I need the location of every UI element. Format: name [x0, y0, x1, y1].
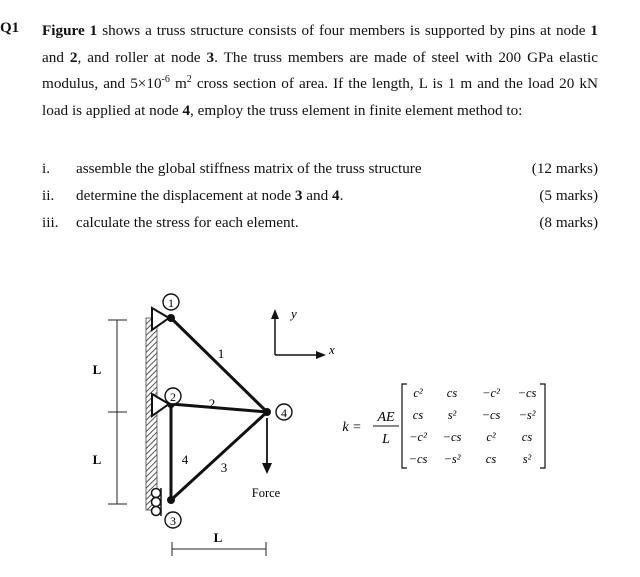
- matrix-cell: cs: [485, 452, 497, 466]
- joint-3: [167, 496, 175, 504]
- force-label: Force: [251, 486, 281, 500]
- text-part: and: [302, 187, 332, 204]
- matrix-cell: −s²: [518, 408, 536, 422]
- task-number: i.: [42, 160, 51, 177]
- task-text: calculate the stress for each element.: [76, 214, 299, 231]
- node-ref: 4: [332, 187, 340, 204]
- matrix-denominator: L: [382, 432, 390, 447]
- matrix-cell: cs: [412, 408, 424, 422]
- matrix-cell: c²: [486, 430, 496, 444]
- matrix-lhs: k =: [342, 420, 362, 435]
- member-label-2: 2: [208, 396, 216, 411]
- node-ref: 2: [69, 48, 78, 66]
- dim-label-top: L: [92, 362, 102, 377]
- force-arrow-icon: [262, 418, 272, 474]
- joint-1: [167, 314, 175, 322]
- task-marks: (8 marks): [539, 214, 598, 231]
- node-label-4: 4: [281, 406, 287, 420]
- task-marks: (5 marks): [539, 187, 598, 204]
- matrix-cell: −cs: [517, 386, 537, 400]
- matrix-cell: −cs: [408, 452, 428, 466]
- task-marks: (12 marks): [531, 160, 598, 177]
- task-text: assemble the global stiffness matrix of the truss structure: [76, 160, 422, 177]
- matrix-numerator: AE: [377, 410, 395, 425]
- matrix-cell: s²: [447, 408, 457, 422]
- matrix-cell: s²: [522, 452, 532, 466]
- text-part: . The truss members are made of steel with 200 GPa elastic modulus, and 5×10: [42, 48, 599, 93]
- joint-4: [263, 408, 271, 416]
- node-ref: 3: [294, 187, 303, 204]
- matrix-right-bracket: [540, 384, 545, 468]
- task-number: iii.: [42, 214, 59, 231]
- matrix-cell: −cs: [481, 408, 501, 422]
- matrix-cell: −s²: [443, 452, 461, 466]
- matrix-cell: c²: [413, 386, 423, 400]
- text-part: , and roller at node: [77, 48, 207, 66]
- member-label-3: 3: [220, 460, 228, 475]
- node-label-1: 1: [168, 296, 174, 310]
- task-number: ii.: [42, 187, 55, 204]
- text-part: m: [169, 75, 187, 93]
- text-part: and: [42, 48, 70, 66]
- axis-y-label: y: [291, 306, 297, 321]
- figure-ref: Figure 1: [42, 22, 98, 39]
- question-number: Q1: [0, 20, 20, 36]
- vertical-dimension: [108, 320, 127, 504]
- matrix-cell: −cs: [442, 430, 462, 444]
- dim-label-bottom: L: [92, 452, 102, 467]
- node-label-2: 2: [170, 390, 176, 404]
- matrix-cell: −c²: [482, 386, 500, 400]
- roller-support-3: [152, 488, 162, 516]
- matrix-cell: cs: [521, 430, 533, 444]
- text-part: .: [339, 187, 344, 204]
- matrix-left-bracket: [402, 384, 407, 468]
- matrix-cell: −c²: [409, 430, 427, 444]
- node-ref: 4: [182, 101, 191, 119]
- member-2: [171, 404, 267, 412]
- axis-x-label: x: [329, 342, 335, 357]
- node-ref: 3: [206, 48, 215, 66]
- exponent: 2: [186, 74, 192, 86]
- text-part: cross section of area. If the length, L is 1 m and the load 20 kN load is applied at node: [42, 75, 598, 119]
- member-label-1: 1: [217, 346, 225, 361]
- text-part: shows a truss structure consists of four members is supported by pins at node: [97, 22, 591, 39]
- exponent: -6: [161, 74, 170, 86]
- dim-label-horizontal: L: [213, 530, 223, 545]
- text-part: , employ the truss element in finite element method to:: [190, 101, 523, 119]
- pin-support-1: [152, 308, 169, 330]
- text-part: determine the displacement at node: [76, 187, 295, 204]
- member-label-4: 4: [181, 452, 189, 467]
- node-ref: 1: [590, 22, 598, 39]
- axes-icon: [271, 309, 326, 359]
- member-1: [171, 318, 267, 412]
- node-label-3: 3: [170, 514, 176, 528]
- matrix-cell: cs: [446, 386, 458, 400]
